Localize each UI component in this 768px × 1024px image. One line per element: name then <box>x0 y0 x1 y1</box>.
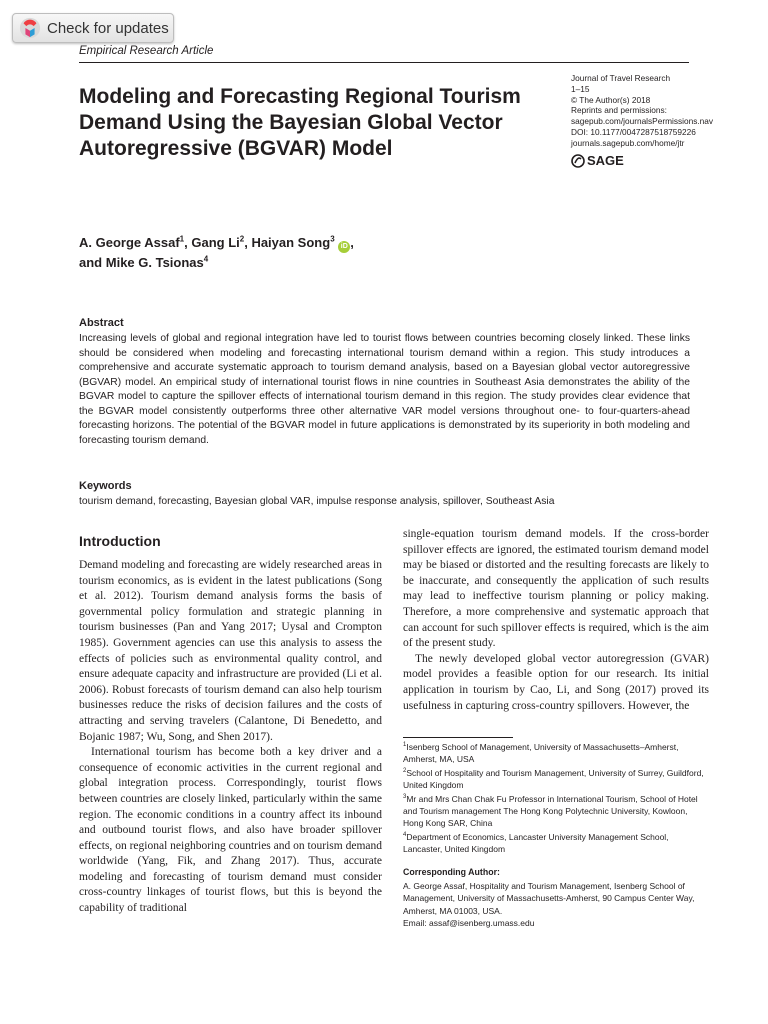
journal-home-link[interactable]: journals.sagepub.com/home/jtr <box>571 137 685 148</box>
footnote-number: 2 <box>403 767 407 774</box>
copyright: © The Author(s) 2018 <box>571 94 651 105</box>
permissions-link[interactable]: sagepub.com/journalsPermissions.nav <box>571 116 714 127</box>
author-name[interactable]: Gang Li <box>191 235 240 250</box>
author-list: A. George Assaf$^1$, Gang Li$^2$, Haiyan Song$^3$ iD , and Mike G. Tsionas$^4$ <box>79 234 354 270</box>
corresponding-address: A. George Assaf, Hospitality and Tourism Management, Isenberg School of Management, University of Massachusetts-Amherst, 90 Campus Center Way, Amherst, MA 01003, USA. <box>403 881 695 916</box>
affiliation-marker: 1 <box>179 234 185 244</box>
publisher-name: SAGE <box>587 153 624 168</box>
footnote-text: Mr and Mrs Chan Chak Fu Professor in International Tourism, School of Hotel and Tourism management The Hong Kong Polytechnic University, Kowloon, Hong Kong SAR, China <box>403 793 698 829</box>
footnote-number: 1 <box>403 742 407 749</box>
corresponding-email[interactable]: Email: assaf@isenberg.umass.edu <box>403 917 535 928</box>
keywords-heading: Keywords <box>79 480 132 492</box>
author-conjunction: and <box>79 255 103 270</box>
footnote-number: 4 <box>403 832 407 839</box>
footnote <box>403 793 708 830</box>
corresponding-author-heading: Corresponding Author: <box>403 867 500 877</box>
paragraph: The newly developed global vector autoregression (GVAR) model provides a feasible option for our research. Its initial application in tourism by Cao, Li, and Song (2017) proved its usefulness in capturing cross-country spillovers. However, the <box>403 652 709 712</box>
keywords-text: tourism demand, forecasting, Bayesian global VAR, impulse response analysis, spillover, Southeast Asia <box>79 496 555 507</box>
abstract-heading: Abstract <box>79 317 124 329</box>
footnote-text: Isenberg School of Management, University of Massachusetts–Amherst, Amherst, MA, USA <box>403 742 679 765</box>
article-title: Modeling and Forecasting Regional Tourism Demand Using the Bayesian Global Vector Autoregressive (BGVAR) Model <box>79 85 521 160</box>
article-type: Empirical Research Article <box>79 45 214 57</box>
footnote <box>403 831 708 856</box>
footnote <box>403 767 708 792</box>
doi[interactable]: DOI: 10.1177/0047287518759226 <box>571 126 696 137</box>
affiliation-footnotes <box>403 741 708 857</box>
footnote-number: 3 <box>403 793 407 800</box>
author-name[interactable]: Mike G. Tsionas <box>105 255 204 270</box>
footnote-divider <box>403 737 513 738</box>
sage-logo <box>571 153 624 168</box>
body-column-right <box>403 527 709 714</box>
footnote <box>403 741 708 766</box>
affiliation-marker: 2 <box>239 234 245 244</box>
reprints-label: Reprints and permissions: <box>571 105 667 116</box>
abstract-text: Increasing levels of global and regional integration have led to tourist flows between countries becoming closely linked. These links should be considered when modeling and forecasting international tourism demand within a region. This study introduces a comprehensive and accurate systematic approach to tourism demand analysis, based on a Bayesian global vector autoregressive (BGVAR) model. An empirical study of international tourist flows in nine countries in Southeast Asia demonstrates the ability of the BGVAR model to capture the spillover effects of international tourism demand in this region. The study provides clear evidence that the BGVAR model consistently outperforms three other alternative VAR model versions throughout one- to four-quarters-ahead forecasting horizons. The potential of the BGVAR model in future applications is demonstrated by its superiority in both modeling and forecasting tourism demand. <box>79 333 690 446</box>
journal-meta <box>571 73 731 149</box>
introduction-heading: Introduction <box>79 533 161 549</box>
header-divider <box>79 62 689 63</box>
crossmark-icon <box>19 17 41 39</box>
sage-swirl-icon <box>571 154 585 168</box>
paragraph: Demand modeling and forecasting are widely researched areas in tourism economics, as is evident in the latest publications (Song et al. 2012). Tourism demand analysis forms the basis of governmental policy formulation and strategic planning in tourism businesses (Pan and Yang 2017; Uysal and Crompton 1985). Government agencies can use this analysis to assess the effects of policies such as environmental quality control, and ensure adequate capacity and infrastructure are provided (Li et al. 2006). Robust forecasts of tourism demand can also help tourism businesses reduce the risks of decision failures and the costs of attracting and serving travelers (Calantone, Di Benedetto, and Bojanic 1987; Wu, Song, and Shen 2017). <box>79 559 382 743</box>
orcid-icon[interactable]: iD <box>338 241 350 253</box>
body-column-left <box>79 558 382 917</box>
author-name[interactable]: A. George Assaf <box>79 235 180 250</box>
footnote-text: School of Hospitality and Tourism Management, University of Surrey, Guildford, United Kingdom <box>403 767 704 791</box>
paragraph: single-equation tourism demand models. If the cross-border spillover effects are ignored, the estimated tourism demand model may be biased or distorted and the resulting forecasts are likely to be inaccurate, and consequently the application of such results may lead to ineffective tourism planning or policy making. Therefore, a more comprehensive and systematic approach that can account for such spillover effects is required, which is the aim of the present study. <box>403 528 709 650</box>
affiliation-marker: 4 <box>203 254 209 264</box>
corresponding-author-details <box>403 880 708 929</box>
author-name[interactable]: Haiyan Song <box>251 235 331 250</box>
check-for-updates-label: Check for updates <box>47 19 169 37</box>
journal-pages: 1–15 <box>571 83 590 94</box>
affiliation-marker: 3 <box>330 234 335 244</box>
footnote-text: Department of Economics, Lancaster University Management School, Lancaster, United Kingdom <box>403 831 669 855</box>
journal-name: Journal of Travel Research <box>571 73 671 83</box>
paragraph: International tourism has become both a key driver and a consequence of economic activities in the current regional and global integration process. Correspondingly, tourist flows between countries are closely linked, particularly within the same region. The economic conditions in a country affect its inbound and outbound tourist flows, and also have broader spillover effects, on regional neighboring countries and on tourism demand worldwide (Yang, Fik, and Zhang 2017). Thus, accurate modeling and forecasting of tourism demand must consider cross-country linkages of tourist flows, but this is beyond the capability of traditional <box>79 746 382 915</box>
check-for-updates-button[interactable] <box>12 13 174 43</box>
